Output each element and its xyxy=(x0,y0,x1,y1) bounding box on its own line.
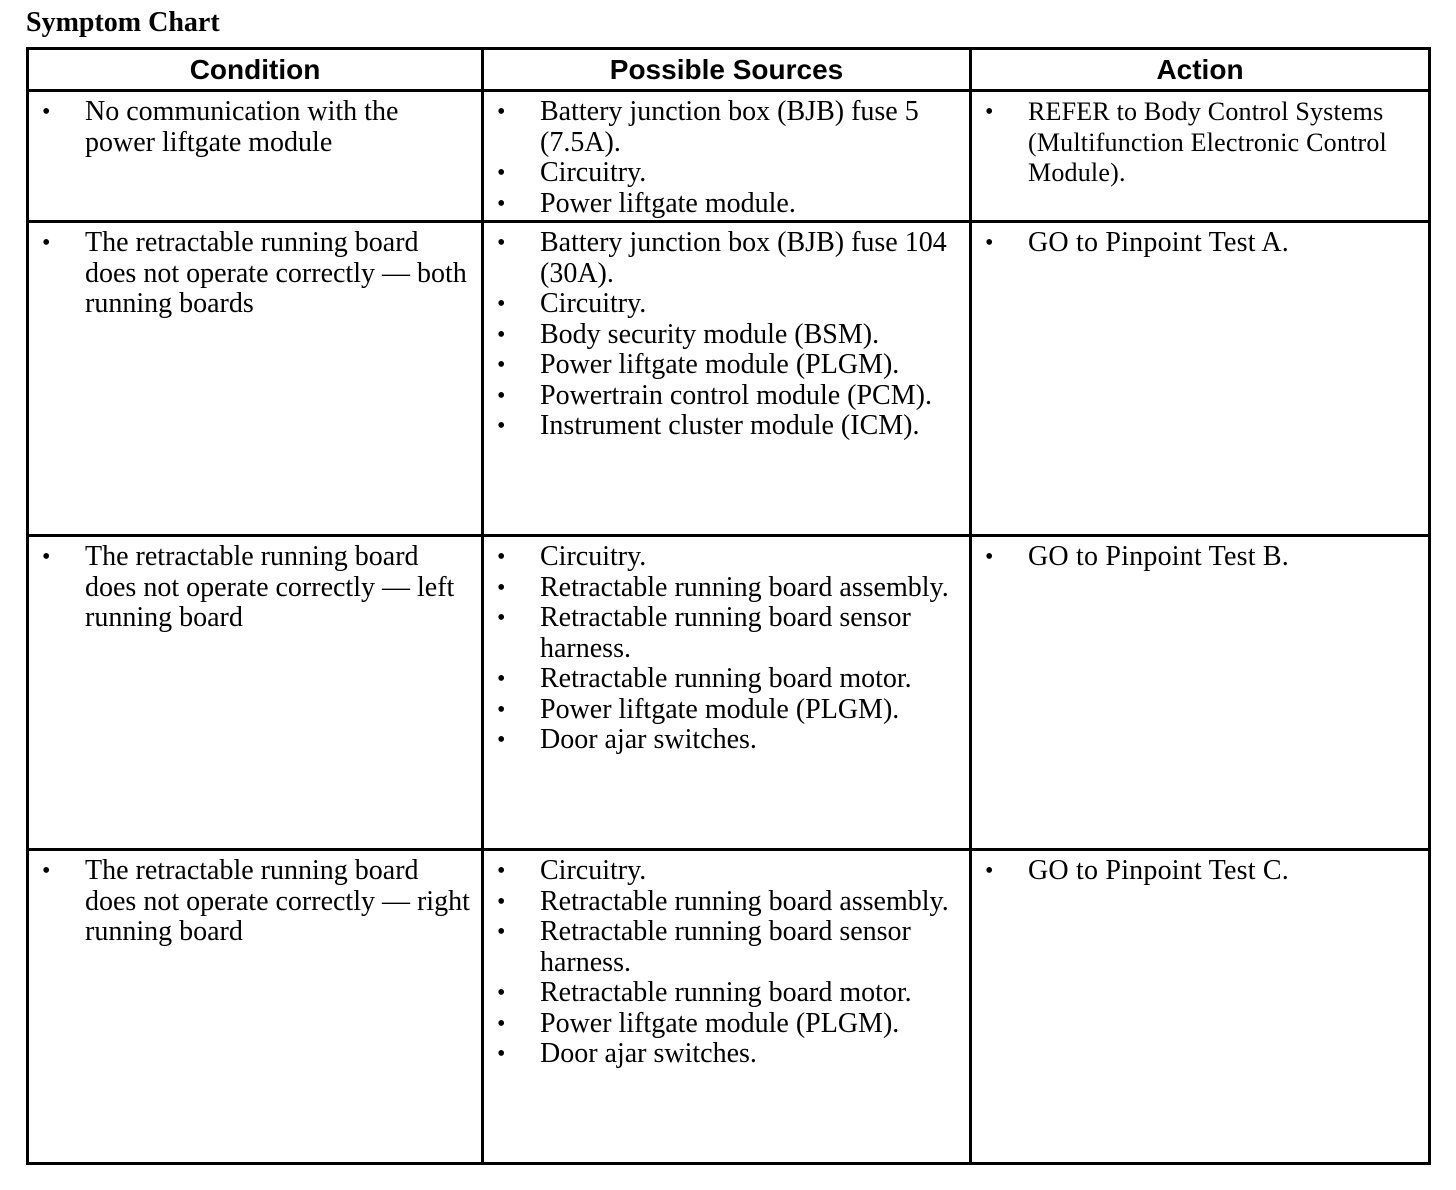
action-cell xyxy=(971,91,1430,222)
list-item xyxy=(484,1039,969,1070)
bullet-icon: • xyxy=(497,1010,506,1037)
bullet-icon: • xyxy=(497,160,506,186)
action-text: REFER to Body Control Systems (Multifunction Electronic Control Module). xyxy=(1028,97,1387,187)
list-item xyxy=(484,228,969,289)
source-text: Power liftgate module (PLGM). xyxy=(540,349,900,380)
bullet-icon: • xyxy=(985,858,994,884)
list-item xyxy=(484,289,969,320)
bullet-icon: • xyxy=(42,544,51,570)
bullet-icon: • xyxy=(497,727,506,753)
bullet-icon: • xyxy=(42,858,51,884)
source-text: Circuitry. xyxy=(540,541,647,572)
table-row xyxy=(28,91,1430,222)
table-row xyxy=(28,222,1430,536)
list-item xyxy=(484,1009,969,1040)
list-item xyxy=(484,917,969,978)
bullet-icon: • xyxy=(985,230,994,256)
condition-cell xyxy=(28,222,483,536)
bullet-icon: • xyxy=(985,544,994,570)
source-text: Circuitry. xyxy=(540,855,647,886)
list-item xyxy=(484,664,969,695)
header-possible-sources: Possible Sources xyxy=(483,49,971,91)
bullet-icon: • xyxy=(985,99,994,125)
bullet-icon: • xyxy=(497,352,506,378)
list-item xyxy=(29,228,481,320)
bullet-icon: • xyxy=(497,382,506,409)
source-text: Circuitry. xyxy=(540,157,647,188)
action-text: GO to Pinpoint Test C. xyxy=(1028,855,1289,886)
source-text: Instrument cluster module (ICM). xyxy=(540,410,920,441)
condition-cell xyxy=(28,536,483,850)
bullet-icon: • xyxy=(497,666,506,692)
source-text: Battery junction box (BJB) fuse 104 (30A). xyxy=(540,227,947,289)
bullet-icon: • xyxy=(497,605,506,631)
list-item xyxy=(484,189,969,220)
bullet-icon: • xyxy=(497,980,506,1006)
condition-text: No communication with the power liftgate module xyxy=(85,96,399,158)
bullet-icon: • xyxy=(42,99,51,125)
source-text: Power liftgate module (PLGM). xyxy=(540,1007,900,1039)
bullet-icon: • xyxy=(497,1041,506,1067)
source-text: Retractable running board assembly. xyxy=(540,571,949,603)
sources-cell xyxy=(483,91,971,222)
source-text: Retractable running board motor. xyxy=(540,663,912,694)
source-text: Retractable running board sensor harness. xyxy=(540,602,911,664)
list-item xyxy=(972,542,1428,573)
condition-cell xyxy=(28,850,483,1164)
header-action: Action xyxy=(971,49,1430,91)
list-item xyxy=(484,978,969,1009)
list-item xyxy=(484,350,969,381)
source-text: Door ajar switches. xyxy=(540,724,757,755)
condition-text: The retractable running board does not operate correctly — left running board xyxy=(85,541,455,633)
bullet-icon: • xyxy=(497,574,506,601)
source-text: Body security module (BSM). xyxy=(540,318,880,350)
list-item xyxy=(484,573,969,604)
condition-text: The retractable running board does not operate correctly — both running boards xyxy=(85,227,467,319)
table-header-row xyxy=(28,49,1430,91)
bullet-icon: • xyxy=(497,858,506,884)
table-row xyxy=(28,536,1430,850)
bullet-icon: • xyxy=(497,888,506,915)
list-item xyxy=(29,97,481,158)
list-item xyxy=(484,603,969,664)
list-item xyxy=(484,158,969,189)
list-item xyxy=(29,856,481,948)
page-title: Symptom Chart xyxy=(26,7,220,38)
list-item xyxy=(29,542,481,634)
list-item xyxy=(484,887,969,918)
symptom-table xyxy=(26,47,1431,1165)
source-text: Retractable running board sensor harness. xyxy=(540,916,911,978)
bullet-icon: • xyxy=(497,696,506,723)
list-item xyxy=(484,97,969,158)
list-item xyxy=(484,320,969,351)
bullet-icon: • xyxy=(497,99,506,125)
action-cell xyxy=(971,536,1430,850)
bullet-icon: • xyxy=(497,919,506,945)
bullet-icon: • xyxy=(497,544,506,570)
sources-cell xyxy=(483,222,971,536)
list-item xyxy=(484,856,969,887)
bullet-icon: • xyxy=(42,230,51,256)
source-text: Power liftgate module. xyxy=(540,187,796,219)
source-text: Door ajar switches. xyxy=(540,1038,757,1069)
header-condition: Condition xyxy=(28,49,483,91)
source-text: Retractable running board motor. xyxy=(540,977,912,1008)
list-item xyxy=(484,725,969,756)
action-cell xyxy=(971,222,1430,536)
list-item xyxy=(972,97,1428,189)
bullet-icon: • xyxy=(497,413,506,439)
list-item xyxy=(484,542,969,573)
source-text: Retractable running board assembly. xyxy=(540,885,949,917)
list-item xyxy=(484,381,969,412)
list-item xyxy=(972,856,1428,887)
source-text: Battery junction box (BJB) fuse 5 (7.5A). xyxy=(540,96,919,158)
sources-cell xyxy=(483,536,971,850)
condition-cell xyxy=(28,91,483,222)
sources-cell xyxy=(483,850,971,1164)
source-text: Powertrain control module (PCM). xyxy=(540,379,932,411)
table-row xyxy=(28,850,1430,1164)
bullet-icon: • xyxy=(497,190,506,217)
list-item xyxy=(484,411,969,442)
action-text: GO to Pinpoint Test B. xyxy=(1028,541,1289,572)
source-text: Power liftgate module (PLGM). xyxy=(540,693,900,725)
list-item xyxy=(484,695,969,726)
list-item xyxy=(972,228,1428,259)
bullet-icon: • xyxy=(497,291,506,317)
source-text: Circuitry. xyxy=(540,288,647,319)
condition-text: The retractable running board does not operate correctly — right running board xyxy=(85,855,470,947)
action-cell xyxy=(971,850,1430,1164)
bullet-icon: • xyxy=(497,321,506,348)
bullet-icon: • xyxy=(497,230,506,256)
action-text: GO to Pinpoint Test A. xyxy=(1028,227,1289,258)
